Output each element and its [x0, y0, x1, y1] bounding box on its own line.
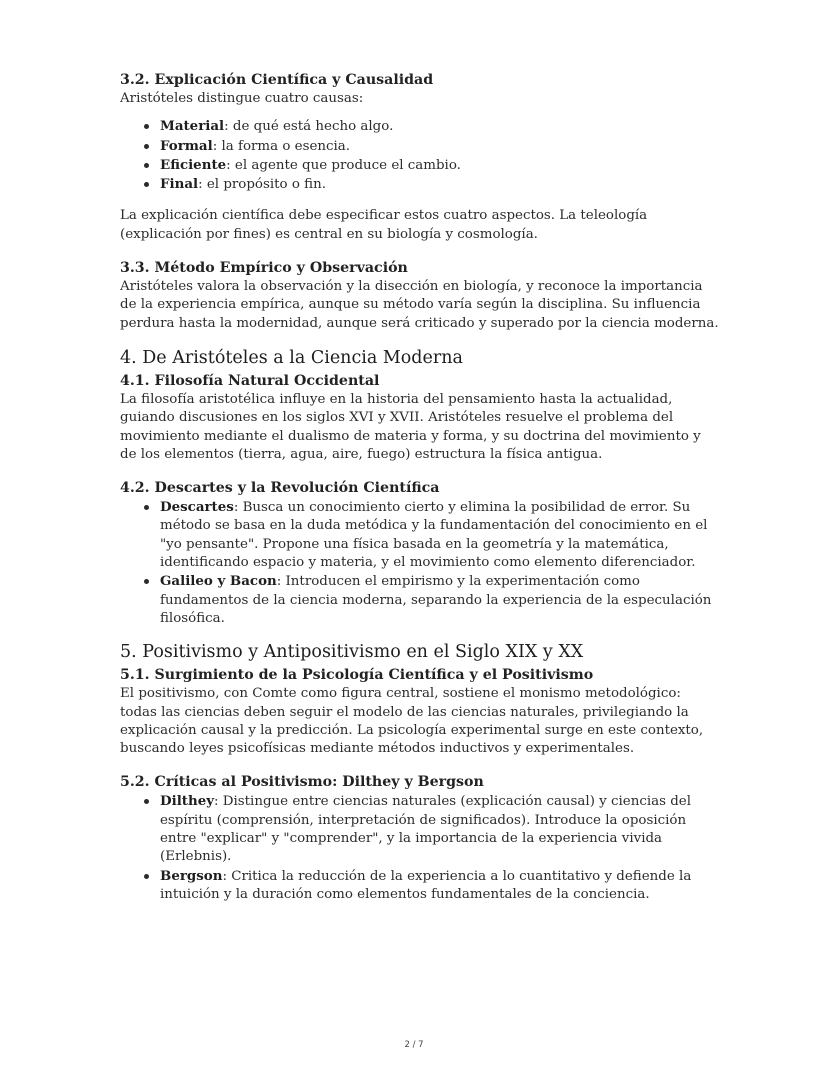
heading-section-4: 4. De Aristóteles a la Ciencia Moderna	[120, 347, 463, 368]
list-item: Final: el propósito o fin.	[160, 175, 720, 194]
list-item: Formal: la forma o esencia.	[160, 137, 720, 156]
heading-3-2: 3.2. Explicación Científica y Causalidad	[120, 72, 434, 88]
paragraph-positivism: El positivismo, con Comte como figura central, sostiene el monismo metodológico: todas las ciencias deben seguir el modelo de las ciencias naturales, privilegiando la explicación causal y la predicción. La psicología experimental surge en este contexto, buscando leyes psicofísicas mediante métodos inductivos y experimentales.	[120, 686, 704, 757]
document-page	[120, 71, 720, 904]
paragraph-causes-intro: Aristóteles distingue cuatro causas:	[120, 91, 364, 106]
heading-5-1: 5.1. Surgimiento de la Psicología Científica y el Positivismo	[120, 667, 594, 684]
heading-4-2: 4.2. Descartes y la Revolución Científica	[120, 480, 440, 497]
descartes-list	[120, 498, 720, 628]
list-item: Dilthey: Distingue entre ciencias naturales (explicación causal) y ciencias del espíritu (comprensión, interpretación de significados). Introduce la oposición entre "explicar" y "comprender", y la importancia de la experiencia vivida (Erlebnis).	[160, 792, 720, 866]
list-item: Material: de qué está hecho algo.	[160, 117, 720, 136]
paragraph-empirical-method: Aristóteles valora la observación y la disección en biología, y reconoce la importancia de la experiencia empírica, aunque su método varía según la disciplina. Su influencia perdura hasta la modernidad, aunque será criticado y superado por la ciencia moderna.	[120, 279, 719, 331]
list-item: Galileo y Bacon: Introducen el empirismo y la experimentación como fundamentos de la ciencia moderna, separando la experiencia de la especulación filosófica.	[160, 572, 720, 628]
causes-list	[120, 117, 720, 194]
page-number: 2 / 7	[404, 1040, 424, 1050]
heading-3-3: 3.3. Método Empírico y Observación	[120, 260, 408, 277]
list-item: Eficiente: el agente que produce el cambio.	[160, 156, 720, 175]
paragraph-teleology: La explicación científica debe especificar estos cuatro aspectos. La teleología (explicación por fines) es central en su biología y cosmología.	[120, 208, 648, 242]
paragraph-natural-philosophy: La filosofía aristotélica influye en la historia del pensamiento hasta la actualidad, guiando discusiones en los siglos XVI y XVII. Aristóteles resuelve el problema del movimiento mediante el dualismo de materia y forma, y su doctrina del movimiento y de los elementos (tierra, agua, aire, fuego) estructura la física antigua.	[120, 391, 701, 462]
list-item: Descartes: Busca un conocimiento cierto y elimina la posibilidad de error. Su método se basa en la duda metódica y la fundamentación del conocimiento en el "yo pensante". Propone una física basada en la geometría y la matemática, identificando espacio y materia, y el movimiento como elemento diferenciador.	[160, 498, 720, 572]
heading-5-2: 5.2. Críticas al Positivismo: Dilthey y Bergson	[120, 774, 484, 791]
list-item: Bergson: Critica la reducción de la experiencia a lo cuantitativo y defiende la intuición y la duración como elementos fundamentales de la conciencia.	[160, 867, 720, 905]
heading-4-1: 4.1. Filosofía Natural Occidental	[120, 372, 380, 389]
heading-section-5: 5. Positivismo y Antipositivismo en el Siglo XIX y XX	[120, 642, 584, 663]
critics-list	[120, 792, 720, 904]
